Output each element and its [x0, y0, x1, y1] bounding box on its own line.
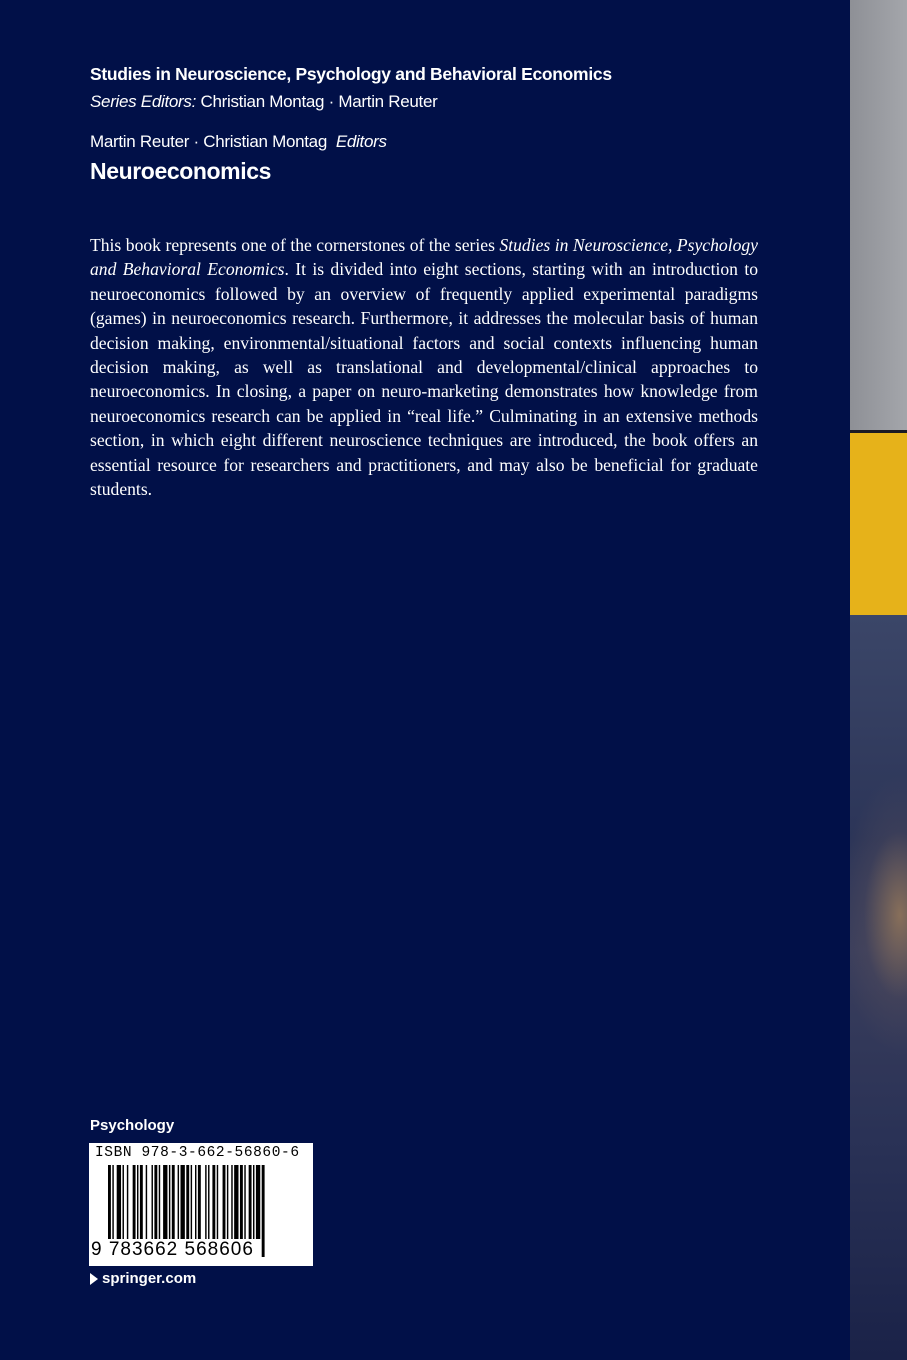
- book-editors-names: Martin Reuter · Christian Montag: [90, 132, 327, 151]
- book-editors: [90, 132, 387, 152]
- spine-strip: [850, 0, 907, 1360]
- spine-yellow-band: [850, 433, 907, 615]
- barcode-bar: [227, 1165, 228, 1239]
- isbn-barcode: [89, 1143, 313, 1266]
- barcode-bar: [146, 1165, 147, 1239]
- barcode-bar: [249, 1165, 252, 1239]
- barcode-bar: [253, 1165, 254, 1239]
- arrow-right-icon: [90, 1273, 98, 1285]
- barcode-bar: [123, 1165, 124, 1239]
- barcode-bar: [154, 1165, 157, 1239]
- barcode-bar: [231, 1165, 232, 1239]
- book-editors-label: Editors: [335, 132, 387, 151]
- spine-cover-image: [850, 615, 907, 1360]
- barcode-bar: [127, 1165, 128, 1239]
- barcode-bar: [195, 1165, 196, 1239]
- isbn-text: ISBN 978-3-662-56860-6: [95, 1145, 300, 1161]
- barcode-bar: [117, 1165, 121, 1239]
- barcode-bar: [240, 1165, 243, 1239]
- barcode-bar: [205, 1165, 206, 1239]
- barcode-bar: [172, 1165, 175, 1239]
- barcode-bar: [178, 1165, 179, 1239]
- barcode-digits: 9 783662 568606: [91, 1239, 254, 1260]
- barcode-bar: [159, 1165, 160, 1239]
- barcode-bar: [137, 1165, 138, 1239]
- barcode-bar: [244, 1165, 245, 1239]
- website-link[interactable]: [90, 1270, 196, 1287]
- series-title: Studies in Neuroscience, Psychology and Behavioral Economics: [90, 64, 612, 84]
- barcode-bar: [163, 1165, 167, 1239]
- series-editors-names: Christian Montag · Martin Reuter: [200, 92, 438, 111]
- barcode-bar: [198, 1165, 201, 1239]
- website-text: springer.com: [102, 1270, 197, 1287]
- barcode-bar: [140, 1165, 143, 1239]
- series-editors-label: Series Editors:: [90, 92, 197, 111]
- spine-gray-band: [850, 0, 907, 430]
- barcode-bar: [262, 1165, 265, 1257]
- barcode-bar: [169, 1165, 170, 1239]
- barcode-bar: [133, 1165, 136, 1239]
- barcode-bar: [234, 1165, 238, 1239]
- barcode-bar: [181, 1165, 185, 1239]
- series-editors: [90, 92, 437, 112]
- book-title: Neuroeconomics: [90, 158, 272, 184]
- barcode-bar: [217, 1165, 218, 1239]
- blurb-part-1: This book represents one of the cornerstones of the series: [90, 235, 500, 255]
- blurb-part-2: . It is divided into eight sections, starting with an introduction to neuroeconomics followed by an overview of frequently applied experimental paradigms (games) in neuroeconomics research. Furthermore, it addresses the molecular basis of human decision making, environmental/situational factors and social contexts influencing human decision making, as well as translational and developmental/clinical approaches to neuroeconomics. In closing, a paper on neuro-marketing demonstrates how knowledge from neuroeconomics research can be applied in “real life.” Culminating in an extensive methods section, in which eight different neuroscience techniques are introduced, the book offers an essential resource for researchers and practitioners, and may also be beneficial for graduate students.: [90, 259, 759, 500]
- blurb-series-name: Studies in Neuroscience, Psychology and Behavioral Economics: [90, 235, 758, 280]
- barcode-bar: [152, 1165, 153, 1239]
- subject-category: Psychology: [90, 1117, 175, 1134]
- barcode-bar: [208, 1165, 209, 1239]
- barcode-bar: [212, 1165, 215, 1239]
- blurb-paragraph: [90, 233, 758, 501]
- barcode-bar: [256, 1165, 260, 1239]
- barcode-bar: [223, 1165, 226, 1239]
